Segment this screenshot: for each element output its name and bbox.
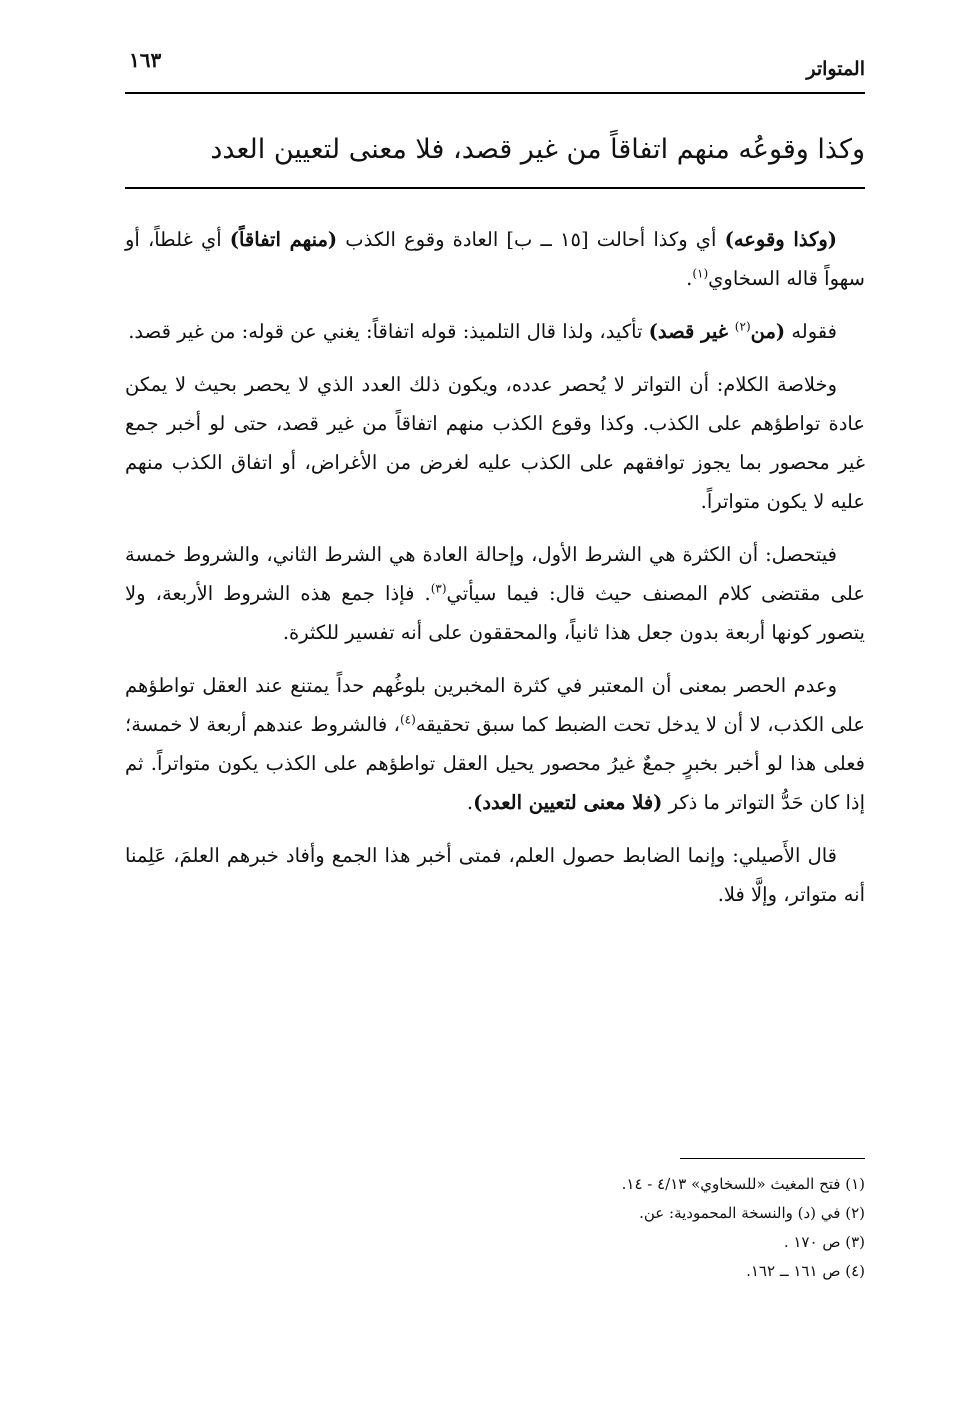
commentary-text: فيتحصل: أن الكثرة هي الشرط الأول، وإحالة العادة هي الشرط الثاني، والشروط خمسة على مقتضى كلام المصنف حيث قال: فيما سيأتي	[125, 543, 865, 605]
commentary-text: أي غلطاً، أو سهواً قاله السخاوي	[125, 228, 865, 290]
footnote-ref[interactable]: (٣)	[430, 581, 447, 596]
header-rule	[125, 92, 865, 94]
paragraph	[125, 836, 865, 914]
page-number: ١٦٣	[129, 48, 162, 72]
quoted-matn: (منهم اتفاقاً)	[229, 228, 338, 251]
footnote-rule	[680, 1158, 865, 1159]
paragraph	[125, 312, 865, 351]
commentary-text: قال الأَصيلي: وإنما الضابط حصول العلم، فمتى أخبر هذا الجمع وأفاد خبرهم العلمَ، عَلِمنا أنه متواتر، وإلَّا فلا.	[125, 844, 865, 906]
footnote: (٢) في (د) والنسخة المحمودية: عن.	[639, 1204, 865, 1222]
commentary-text: وعدم الحصر بمعنى أن المعتبر في كثرة المخبرين بلوغُهم حداً يمتنع عند العقل تواطؤهم على الكذب، لا أن لا يدخل تحت الضبط كما سبق تحقيقه	[125, 674, 866, 736]
footnote-ref[interactable]: (٤)	[399, 712, 416, 727]
commentary-text: . فإذا جمع هذه الشروط الأربعة، ولا يتصور كونها أربعة بدون جعل هذا ثانياً، والمحققون على أنه تفسير للكثرة.	[125, 582, 865, 644]
commentary-text: .	[466, 791, 474, 814]
paragraph	[125, 365, 865, 521]
running-title: المتواتر	[806, 58, 865, 80]
footnote: (٤) ص ١٦١ ــ ١٦٢.	[746, 1262, 865, 1280]
paragraph	[125, 535, 865, 652]
commentary-text: وخلاصة الكلام: أن التواتر لا يُحصر عدده، ويكون ذلك العدد الذي لا يحصر بحيث لا يمكن عادة تواطؤهم على الكذب. وكذا وقوع الكذب منهم اتفاقاً من غير قصد، حتى لو أخبر جمع غير محصور بما يجوز توافقهم على الكذب عليه لغرض من الأغراض، أو اتفاق الكذب منهم عليه لا يكون متواتراً.	[125, 373, 865, 513]
commentary-text: فقوله	[785, 320, 837, 343]
quoted-matn: غير قصد)	[648, 320, 735, 343]
footnote-ref[interactable]: (٢)	[734, 319, 751, 334]
commentary-text: تأكيد، ولذا قال التلميذ: قوله اتفاقاً: يغني عن قوله: من غير قصد.	[128, 320, 649, 343]
paragraph	[125, 666, 865, 822]
paragraph	[125, 220, 865, 298]
quoted-matn: (من	[750, 320, 786, 343]
footnote: (١) فتح المغيث «للسخاوي» ٤/١٣ - ١٤.	[621, 1175, 865, 1193]
footnotes	[125, 1170, 865, 1286]
quoted-matn: (فلا معنى لتعيين العدد)	[473, 791, 663, 814]
commentary-text: أي وكذا أحالت [١٥ ــ ب] العادة وقوع الكذب	[337, 228, 725, 251]
commentary-text: .	[686, 267, 693, 290]
matn-text: وكذا وقوعُه منهم اتفاقاً من غير قصد، فلا معنى لتعيين العدد	[210, 134, 865, 165]
footnote: (٣) ص ١٧٠ .	[783, 1233, 865, 1251]
commentary-text: ، فالشروط عندهم أربعة لا خمسة؛ فعلى هذا لو أخبر بخبرٍ جمعٌ غيرُ محصور يحيل العقل تواطؤهم على الكذب يكون متواتراً. ثم إذا كان حَدُّ التواتر ما ذكر	[125, 713, 865, 814]
matn-rule	[125, 187, 865, 189]
page-header	[125, 40, 865, 94]
commentary-body	[125, 220, 865, 928]
quoted-matn: (وكذا وقوعه)	[724, 228, 838, 251]
footnote-ref[interactable]: (١)	[692, 266, 709, 281]
